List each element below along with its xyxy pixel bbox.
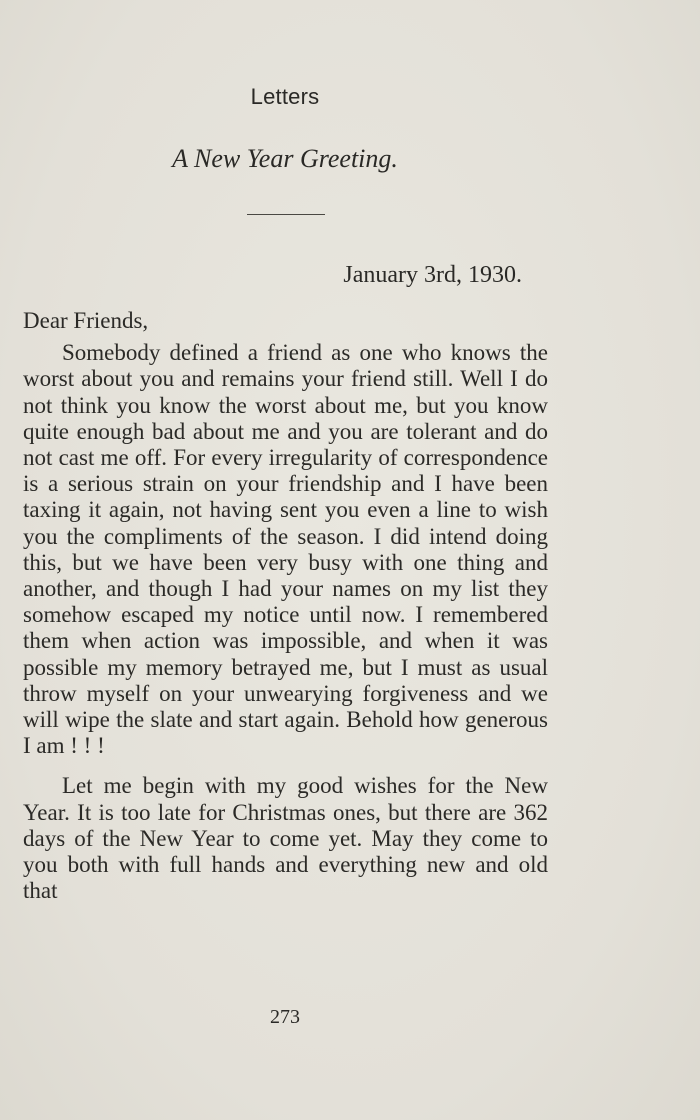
letter-body: [23, 308, 548, 904]
salutation: Dear Friends,: [23, 308, 149, 333]
running-head: Letters: [250, 84, 320, 109]
paragraph: Somebody defined a friend as one who knows the worst about you and remains your friend still. Well I do not think you know the worst about me, but you know quite enough bad about me and you are tolerant and do not cast me off. For every irregularity of correspondence is a serious strain on your friendship and I have been taxing it again, not having sent you even a line to wish you the compliments of the season. I did intend doing this, but we have been very busy with one thing and another, and though I had your names on my list they somehow escaped my notice until now. I remembered them when action was impossible, and when it was possible my memory betrayed me, but I must as usual throw myself on your unwearying forgiveness and we will wipe the slate and start again. Behold how generous I am ! ! !: [23, 340, 548, 759]
paragraph: Let me begin with my good wishes for the New Year. It is too late for Christmas ones, but there are 362 days of the New Year to come yet. May they come to you both with full hands and everything new and old that: [23, 773, 548, 904]
title-divider: [247, 214, 325, 215]
letter-title: A New Year Greeting.: [172, 144, 398, 173]
page-number: 273: [270, 1006, 300, 1028]
letter-date: January 3rd, 1930.: [343, 262, 522, 288]
